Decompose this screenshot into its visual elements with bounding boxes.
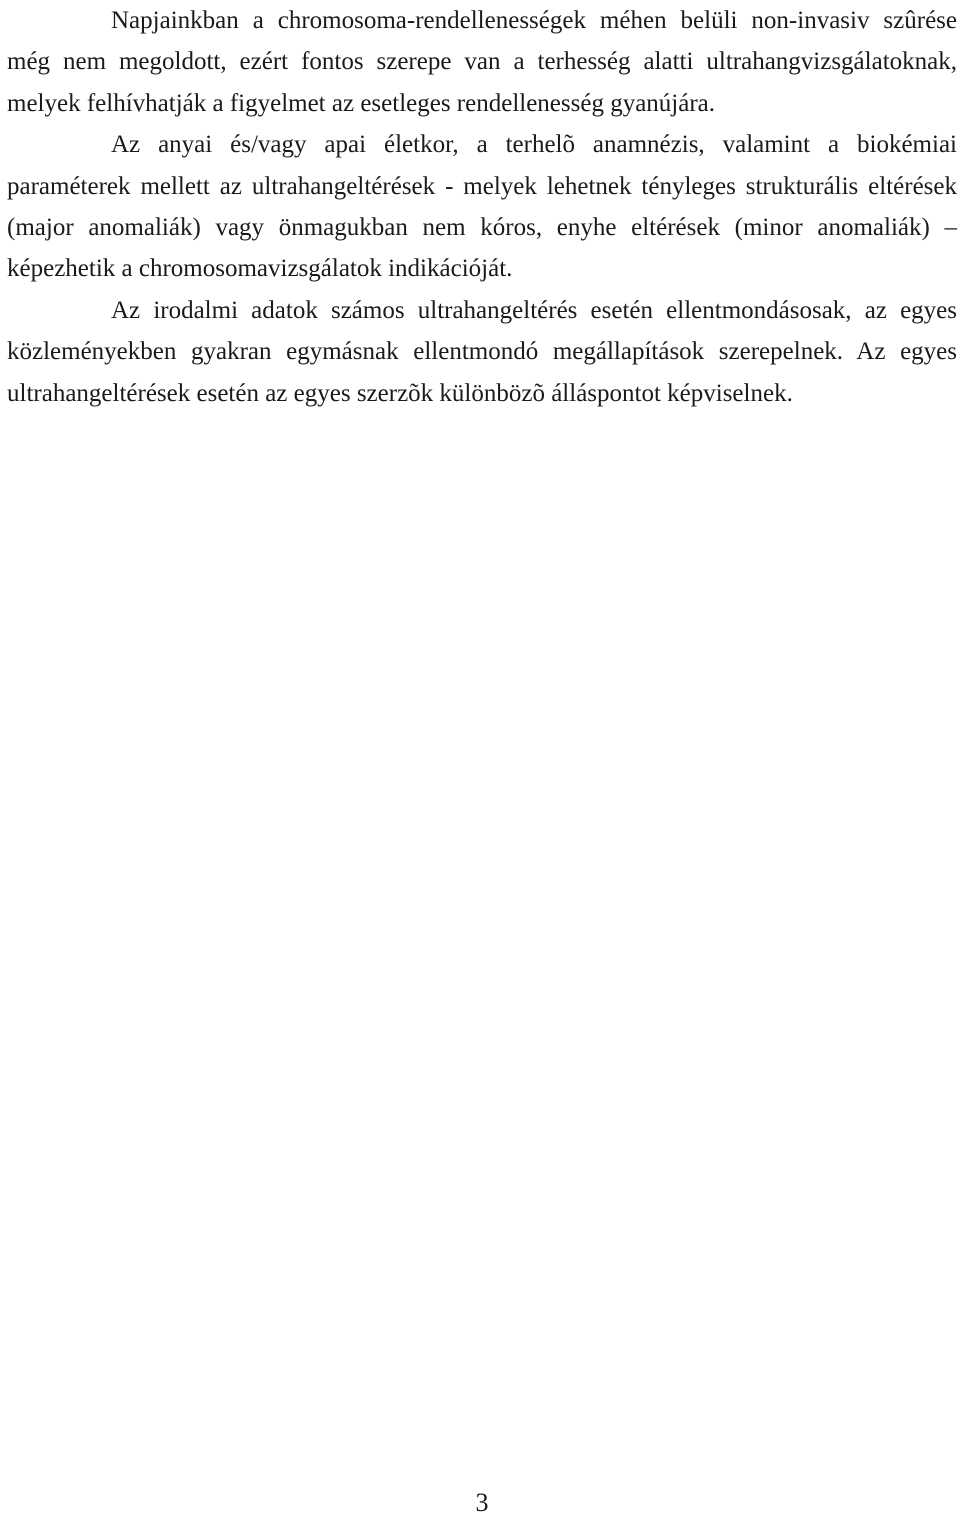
page-number: 3 [475,1488,489,1517]
paragraph-literature: Az irodalmi adatok számos ultrahangeltérés esetén ellentmondásosak, az egyes közleményekben gyakran egymásnak ellentmondó megállapítások szerepelnek. Az egyes ultrahangeltérések esetén az egyes szerzõk különbözõ álláspontot képviselnek. [7,296,957,407]
document-page [7,0,957,1526]
paragraph-indications: Az anyai és/vagy apai életkor, a terhelõ anamnézis, valamint a biokémiai paraméterek mellett az ultrahangeltérések - melyek lehetnek tényleges strukturális eltérések (major anomaliák) vagy önmagukban nem kóros, enyhe eltérések (minor anomaliák) – képezhetik a chromosomavizsgálatok indikációját. [7,131,957,283]
body-text [7,0,957,414]
paragraph-intro: Napjainkban a chromosoma-rendellenességek méhen belüli non-invasiv szûrése még nem megoldott, ezért fontos szerepe van a terhesség alatti ultrahangvizsgálatoknak, melyek felhívhatják a figyelmet az esetleges rendellenesség gyanújára. [7,7,957,117]
